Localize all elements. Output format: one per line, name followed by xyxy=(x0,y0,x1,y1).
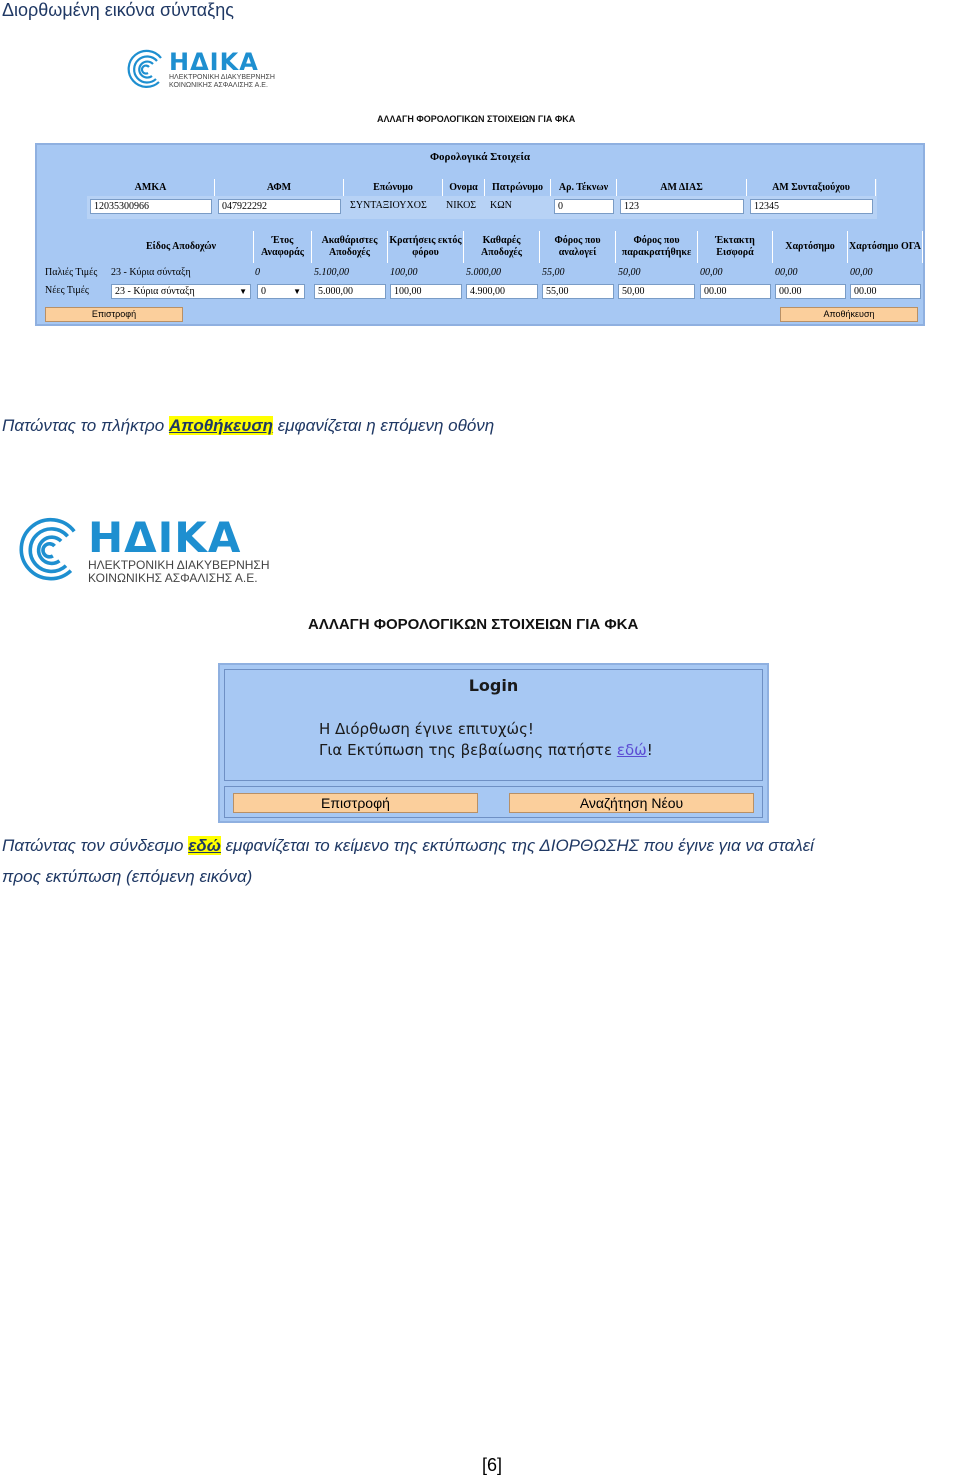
col-header-surname: Επώνυμο xyxy=(344,179,443,196)
col-header-am-pensioner: ΑΜ Συνταξιούχου xyxy=(747,179,876,196)
new-deductions-input[interactable]: 100,00 xyxy=(390,284,462,299)
caption-save-before: Πατώντας το πλήκτρο xyxy=(2,416,169,435)
caption-link-highlight: εδώ xyxy=(188,836,221,855)
hdika-swirl-icon xyxy=(125,48,165,92)
surname-input[interactable]: ΣΥΝΤΑΞΙΟΥΧΟΣ xyxy=(350,200,427,211)
logo-subtitle-line2: ΚΟΙΝΩΝΙΚΗΣ ΑΣΦΑΛΙΣΗΣ Α.Ε. xyxy=(88,571,258,585)
logo-brand: ΗΔΙΚΑ xyxy=(88,512,242,562)
new-year-select[interactable] xyxy=(257,284,305,299)
old-tax-due: 55,00 xyxy=(542,267,565,278)
col-header-tax-withheld: Φόρος που παρακρατήθηκε xyxy=(616,231,698,263)
print-message xyxy=(319,741,653,759)
caption-link-line2: προς εκτύπωση (επόμενη εικόνα) xyxy=(2,867,253,886)
old-values-label: Παλιές Τιμές xyxy=(45,267,98,278)
document-heading: Διορθωμένη εικόνα σύνταξης xyxy=(2,0,234,20)
new-year-value: 0 xyxy=(261,286,266,297)
login-message-box xyxy=(224,669,763,781)
old-tax-withheld: 50,00 xyxy=(618,267,641,278)
caption-link-before: Πατώντας τον σύνδεσμο xyxy=(2,836,189,855)
form-title: ΑΛΛΑΓΗ ΦΟΡΟΛΟΓΙΚΩΝ ΣΤΟΙΧΕΙΩΝ ΓΙΑ ΦΚΑ xyxy=(377,114,576,124)
caption-link xyxy=(2,836,814,856)
form-title-large: ΑΛΛΑΓΗ ΦΟΡΟΛΟΓΙΚΩΝ ΣΤΟΙΧΕΙΩΝ ΓΙΑ ΦΚΑ xyxy=(308,616,639,633)
logo-brand: ΗΔΙΚΑ xyxy=(169,48,259,77)
new-income-type-value: 23 - Κύρια σύνταξη xyxy=(115,286,195,297)
caption-save-highlight: Αποθήκευση xyxy=(168,416,274,435)
old-extra-contribution: 00,00 xyxy=(700,267,723,278)
back-button[interactable]: Επιστροφή xyxy=(233,793,478,813)
new-stamp-oga-input[interactable]: 00.00 xyxy=(850,284,921,299)
new-extra-contribution-input[interactable]: 00.00 xyxy=(700,284,771,299)
col-header-tax-due: Φόρος που αναλογεί xyxy=(540,231,616,263)
dropdown-arrow-icon: ▼ xyxy=(239,287,247,296)
new-tax-due-input[interactable]: 55,00 xyxy=(542,284,614,299)
caption-link-after: εμφανίζεται το κείμενο της εκτύπωσης της ΔΙΟΡΘΩΣΗΣ που έγινε για να σταλεί xyxy=(220,836,814,855)
new-stamp-input[interactable]: 00.00 xyxy=(775,284,846,299)
hdika-logo xyxy=(125,48,275,92)
new-search-button[interactable]: Αναζήτηση Νέου xyxy=(509,793,754,813)
afm-input[interactable]: 047922292 xyxy=(218,199,341,214)
name-input[interactable]: ΝΙΚΟΣ xyxy=(446,200,477,211)
new-net-input[interactable]: 4.900,00 xyxy=(466,284,538,299)
col-header-name: Ονομα xyxy=(443,179,485,196)
col-header-father-name: Πατρώνυμο xyxy=(485,179,551,196)
hdika-logo-large xyxy=(12,512,270,587)
person-table xyxy=(87,179,877,219)
dropdown-arrow-icon: ▼ xyxy=(293,287,301,296)
old-gross: 5.100,00 xyxy=(314,267,349,278)
success-message: Η Διόρθωση έγινε επιτυχώς! xyxy=(319,720,534,738)
old-deductions: 100,00 xyxy=(390,267,418,278)
col-header-year: Έτος Αναφοράς xyxy=(254,231,312,263)
col-header-net: Καθαρές Αποδοχές xyxy=(464,231,540,263)
col-header-afm: ΑΦΜ xyxy=(215,179,344,196)
new-gross-input[interactable]: 5.000,00 xyxy=(314,284,386,299)
am-pensioner-input[interactable]: 12345 xyxy=(750,199,873,214)
col-header-stamp: Χαρτόσημο xyxy=(773,231,848,263)
tax-details-panel xyxy=(35,143,925,326)
hdika-swirl-icon xyxy=(12,515,84,587)
col-header-am-dias: ΑΜ ΔΙΑΣ xyxy=(617,179,747,196)
col-header-stamp-oga: Χαρτόσημο ΟΓΑ xyxy=(848,231,923,263)
col-header-income-type: Είδος Αποδοχών xyxy=(109,231,254,263)
income-table xyxy=(41,231,921,301)
am-dias-input[interactable]: 123 xyxy=(620,199,744,214)
back-button[interactable]: Επιστροφή xyxy=(45,307,183,322)
logo-subtitle-line1: ΗΛΕΚΤΡΟΝΙΚΗ ΔΙΑΚΥΒΕΡΝΗΣΗ xyxy=(88,557,270,572)
login-button-bar xyxy=(224,786,763,818)
save-button[interactable]: Αποθήκευση xyxy=(780,307,918,322)
old-stamp: 00,00 xyxy=(775,267,798,278)
amka-input[interactable]: 12035300966 xyxy=(90,199,212,214)
new-tax-withheld-input[interactable]: 50,00 xyxy=(618,284,695,299)
old-stamp-oga: 00,00 xyxy=(850,267,873,278)
col-header-gross: Ακαθάριστες Αποδοχές xyxy=(312,231,388,263)
old-income-type: 23 - Κύρια σύνταξη xyxy=(111,267,191,278)
old-year: 0 xyxy=(255,267,260,278)
children-input[interactable]: 0 xyxy=(554,199,614,214)
caption-save-after: εμφανίζεται η επόμενη οθόνη xyxy=(273,416,495,435)
col-header-deductions: Κρατήσεις εκτός φόρου xyxy=(388,231,464,263)
father-name-input[interactable]: ΚΩΝ xyxy=(490,200,512,211)
logo-subtitle-line2: ΚΟΙΝΩΝΙΚΗΣ ΑΣΦΑΛΙΣΗΣ Α.Ε. xyxy=(169,82,268,89)
print-link[interactable]: εδώ xyxy=(616,741,647,759)
old-net: 5.000,00 xyxy=(466,267,501,278)
new-income-type-select[interactable] xyxy=(111,284,251,299)
print-message-text: Για Εκτύπωση της βεβαίωσης πατήστε xyxy=(319,741,617,759)
login-panel xyxy=(218,663,769,823)
col-header-extra-contribution: Έκτακτη Εισφορά xyxy=(698,231,773,263)
col-header-amka: ΑΜΚΑ xyxy=(87,179,215,196)
logo-subtitle-line1: ΗΛΕΚΤΡΟΝΙΚΗ ΔΙΑΚΥΒΕΡΝΗΣΗ xyxy=(169,74,275,82)
new-values-label: Νέες Τιμές xyxy=(45,285,89,296)
col-header-children: Αρ. Τέκνων xyxy=(551,179,617,196)
caption-save xyxy=(2,416,494,436)
page-number: [6] xyxy=(482,1455,503,1475)
panel-title: Φορολογικά Στοιχεία xyxy=(429,151,531,163)
login-title: Login xyxy=(468,676,519,695)
print-message-end: ! xyxy=(646,741,653,759)
